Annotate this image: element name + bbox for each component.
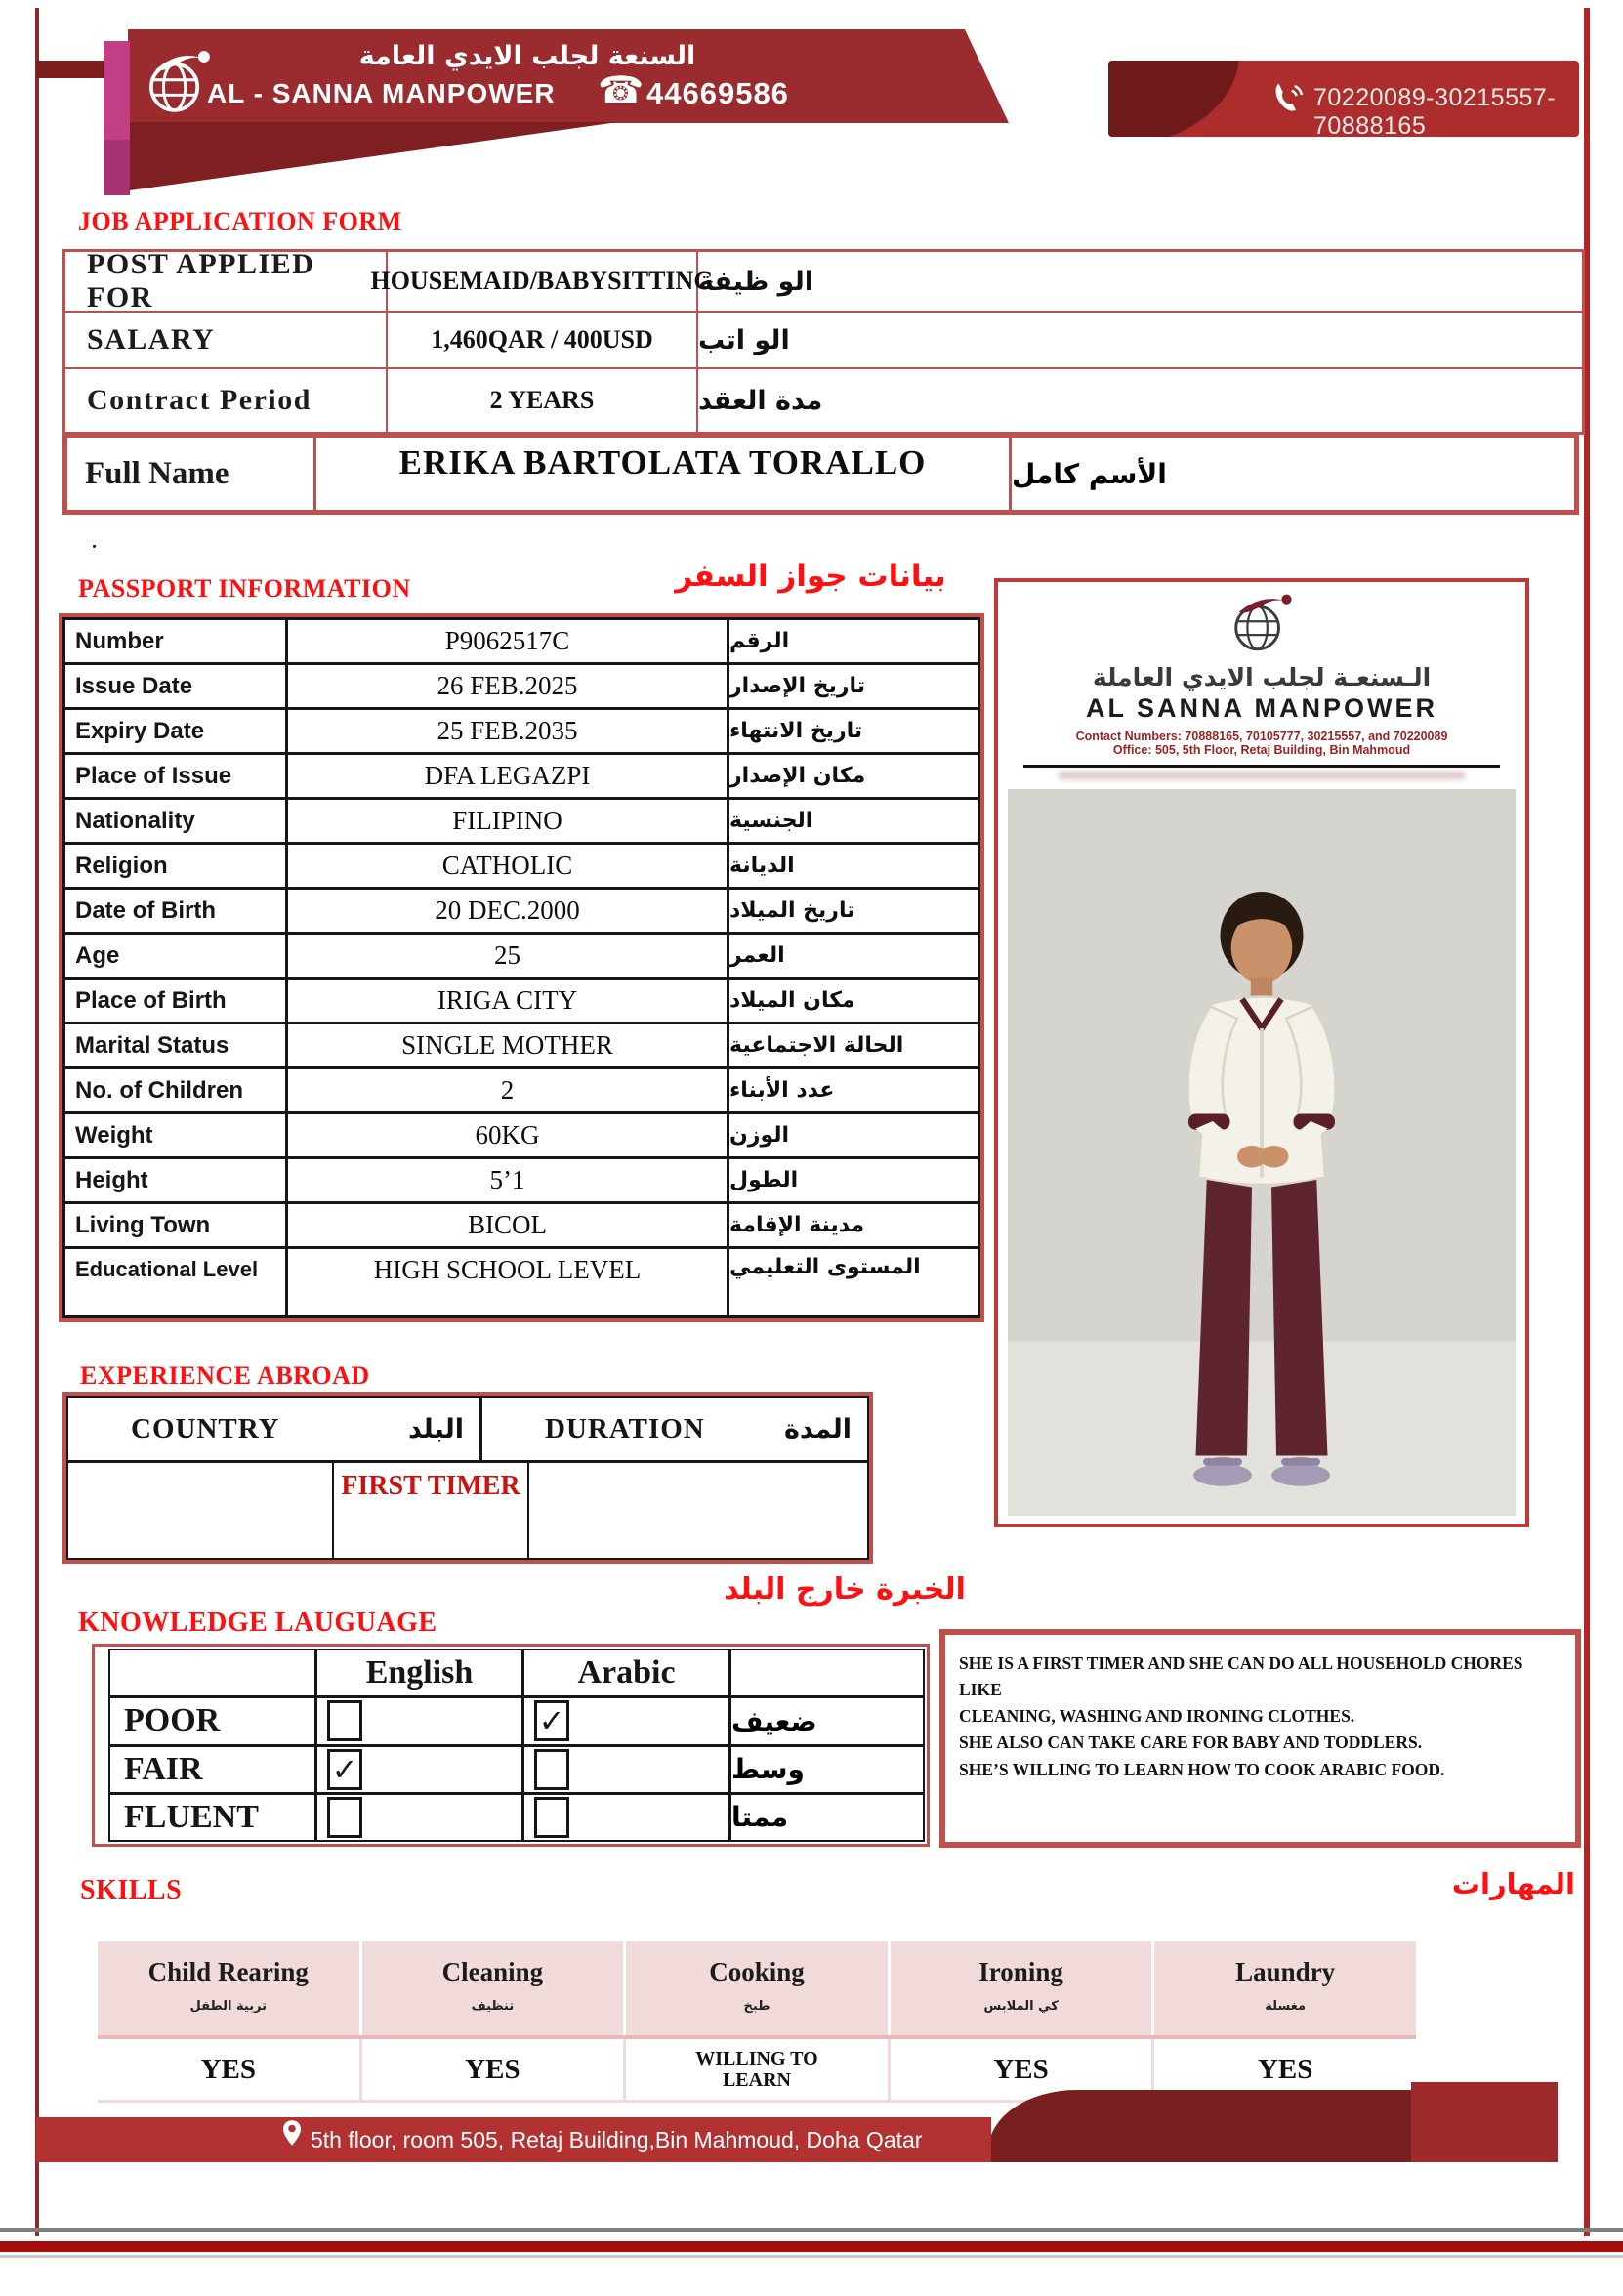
header-left-stub [36,61,104,78]
education-value: HIGH SCHOOL LEVEL [288,1249,729,1315]
table-row [65,1249,978,1315]
footer-address: 5th floor, room 505, Retaj Building,Bin Mahmoud, Doha Qatar [311,2127,923,2152]
phone-number-secondary: 70220089-30215557-70888165 [1313,84,1557,137]
children-value: 2 [288,1069,729,1111]
table-row [65,369,1582,432]
religion-value: CATHOLIC [288,845,729,887]
issue-date-label-ar: تاريخ الإصدار [729,674,866,698]
expiry-date-label: Expiry Date [65,710,288,752]
phone-number-main: 44669586 [646,76,789,110]
post-applied-label: POST APPLIED FOR [65,252,388,311]
full-name-value: ERIKA BARTOLATA TORALLO [316,438,1012,510]
skills-section-title-ar: المهارات [1451,1867,1575,1900]
language-table [92,1644,930,1847]
page-border-left [35,8,39,2236]
fair-arabic-cell [524,1747,731,1792]
passport-number-label-ar: الرقم [729,629,790,653]
company-name-arabic: السنعة لجلب الايدي العامة [358,41,696,71]
fluent-arabic-checkbox[interactable] [534,1797,569,1838]
height-label-ar: الطول [729,1168,799,1192]
age-value: 25 [288,935,729,977]
post-applied-value: HOUSEMAID/BABYSITTING [388,252,698,311]
skill-value-cooking [626,2039,891,2100]
experience-entry: FIRST TIMER [341,1471,520,1501]
duration-cell [529,1463,867,1558]
fair-english-checkbox[interactable]: ✓ [327,1749,362,1790]
fluent-arabic-cell [524,1795,731,1840]
poor-arabic-checkbox[interactable]: ✓ [534,1700,569,1741]
place-of-birth-label-ar: مكان الميلاد [729,988,855,1013]
skills-header-row [98,1941,1416,2035]
height-label: Height [65,1159,288,1201]
skill-name-ar: طبخ [743,1999,770,2014]
table-row [65,710,978,755]
fluent-english-cell [317,1795,524,1840]
footer-right-block [1411,2082,1558,2162]
agency-globe-logo-icon [1008,588,1516,661]
agency-name-arabic: الـسنعـة لجلب الايدي العاملة [1092,663,1432,691]
skill-name-ar: تربية الطفل [189,1999,268,2014]
phone-banner [1108,61,1579,137]
place-of-birth-label: Place of Birth [65,980,288,1022]
poor-english-cell [317,1698,524,1743]
applicant-photo-frame [994,578,1529,1527]
bottom-red-rule [0,2241,1623,2252]
fair-english-cell [317,1747,524,1792]
fluent-label: FLUENT [110,1795,317,1840]
agency-letterhead-card [1008,588,1516,779]
company-globe-logo-icon [143,45,215,124]
skill-value-ironing: YES [891,2039,1155,2100]
issue-date-value: 26 FEB.2025 [288,665,729,707]
table-row [110,1698,923,1746]
living-town-value: BICOL [288,1204,729,1246]
salary-label: SALARY [65,313,388,367]
skill-header-ironing [891,1941,1155,2035]
contract-period-label: Contract Period [65,369,388,432]
skill-name-ar: مغسلة [1265,1999,1307,2014]
footer-dark-shape [988,2090,1411,2162]
weight-label-ar: الوزن [729,1123,790,1148]
table-row [65,800,978,845]
skill-name: Child Rearing [147,1957,309,1986]
passport-number-label: Number [65,620,288,662]
skill-value-cleaning: YES [362,2039,627,2100]
arabic-column-header: Arabic [524,1650,731,1695]
height-value: 5’1 [288,1159,729,1201]
full-name-label: Full Name [67,438,316,510]
experience-header-row [68,1398,867,1463]
full-name-label-ar: الأسم كامل [1012,457,1167,490]
table-row [65,1204,978,1249]
location-pin-icon [283,2119,301,2151]
full-name-row [62,433,1579,515]
table-row [65,1159,978,1204]
note-line: SHE’S WILLING TO LEARN HOW TO COOK ARABIC FOOD. [959,1759,1445,1779]
nationality-label-ar: الجنسية [729,809,813,833]
applicant-photo [1008,789,1516,1516]
religion-label-ar: الديانة [729,854,795,878]
place-of-birth-value: IRIGA CITY [288,980,729,1022]
table-row [65,620,978,665]
table-row [65,248,1582,313]
fluent-english-checkbox[interactable] [327,1797,362,1838]
poor-english-checkbox[interactable] [327,1700,362,1741]
expiry-date-label-ar: تاريخ الانتهاء [729,719,863,743]
skill-header-laundry [1154,1941,1416,2035]
phone-call-icon [1269,78,1305,122]
country-header-ar: البلد [407,1413,464,1444]
place-of-issue-value: DFA LEGAZPI [288,755,729,797]
company-name: AL - SANNA MANPOWER [207,78,556,108]
language-empty-header-ar [731,1650,923,1695]
duration-header-ar: المدة [783,1413,852,1444]
applicant-figure [1115,872,1408,1512]
experience-section-title-ar: الخبرة خارج البلد [724,1572,966,1607]
experience-entry-cell [334,1463,529,1558]
agency-office-address: Office: 505, 5th Floor, Retaj Building, Bin Mahmoud [1112,743,1411,757]
weight-label: Weight [65,1114,288,1156]
skill-name: Cleaning [441,1957,544,1986]
table-row [65,935,978,980]
place-of-issue-label: Place of Issue [65,755,288,797]
header-pink-tab [104,41,130,195]
application-table [62,249,1585,435]
passport-number-value: P9062517C [288,620,729,662]
experience-table [62,1392,873,1564]
table-row [65,1114,978,1159]
living-town-label-ar: مدينة الإقامة [729,1213,865,1237]
table-row [65,845,978,890]
fluent-label-ar: ممتا [731,1801,789,1834]
poor-label-ar: ضعيف [731,1704,817,1737]
issue-date-label: Issue Date [65,665,288,707]
contract-period-value: 2 YEARS [388,369,698,432]
fair-label: FAIR [110,1747,317,1792]
skill-header-child-rearing [98,1941,362,2035]
living-town-label: Living Town [65,1204,288,1246]
bottom-gray-rule-2 [0,2255,1623,2258]
passport-section-title-ar: بيانات جواز السفر [675,559,946,594]
fair-label-ar: وسط [731,1753,805,1786]
telephone-icon: ☎ [598,68,645,111]
skill-header-cooking [626,1941,891,2035]
skill-value-child-rearing: YES [98,2039,362,2100]
marital-status-label: Marital Status [65,1024,288,1066]
skill-name-ar: تنظيف [471,1999,515,2014]
letterhead-divider [1023,765,1501,768]
table-row [65,1024,978,1069]
salary-label-ar: الو اتب [698,324,790,355]
skill-name: Ironing [978,1957,1063,1986]
nationality-label: Nationality [65,800,288,842]
passport-table [59,613,984,1322]
date-of-birth-label: Date of Birth [65,890,288,932]
table-row [65,890,978,935]
weight-value: 60KG [288,1114,729,1156]
salary-value: 1,460QAR / 400USD [388,313,698,367]
table-row [65,665,978,710]
table-row [65,755,978,800]
agency-name: AL SANNA MANPOWER [1086,693,1437,723]
poor-arabic-cell [524,1698,731,1743]
applicant-notes [939,1629,1581,1848]
poor-label: POOR [110,1698,317,1743]
duration-header: DURATION [545,1412,705,1444]
experience-body-row [68,1463,867,1558]
agency-contact-numbers: Contact Numbers: 70888165, 70105777, 30215557, and 70220089 [1075,730,1448,743]
note-line: SHE IS A FIRST TIMER AND SHE CAN DO ALL HOUSEHOLD CHORES LIKE [959,1653,1523,1700]
children-label: No. of Children [65,1069,288,1111]
contract-period-label-ar: مدة العقد [698,385,823,416]
date-of-birth-value: 20 DEC.2000 [288,890,729,932]
english-column-header: English [317,1650,524,1695]
skill-name-ar: كي الملابس [983,1999,1059,2014]
post-applied-label-ar: الو ظيفة [698,266,813,297]
note-line: CLEANING, WASHING AND IRONING CLOTHES. [959,1706,1355,1727]
note-line: SHE ALSO CAN TAKE CARE FOR BABY AND TODDLERS. [959,1732,1423,1753]
stray-dot: . [92,531,97,553]
table-row [65,313,1582,369]
date-of-birth-label-ar: تاريخ الميلاد [729,898,855,923]
education-label-ar: المستوى التعليمي [729,1255,921,1279]
passport-section-title: PASSPORT INFORMATION [78,574,411,603]
skill-name: Cooking [709,1957,805,1986]
country-cell [68,1463,334,1558]
skill-value-laundry: YES [1257,2053,1313,2085]
skill-name: Laundry [1235,1957,1336,1986]
skills-table [98,1941,1416,2103]
language-empty-header [110,1650,317,1695]
religion-label: Religion [65,845,288,887]
blurred-text-strip [1059,772,1465,779]
country-header: COUNTRY [131,1412,280,1444]
marital-status-value: SINGLE MOTHER [288,1024,729,1066]
children-label-ar: عدد الأبناء [729,1078,835,1103]
place-of-issue-label-ar: مكان الإصدار [729,764,866,788]
age-label-ar: العمر [729,943,785,968]
form-title: JOB APPLICATION FORM [78,207,402,235]
age-label: Age [65,935,288,977]
expiry-date-value: 25 FEB.2035 [288,710,729,752]
fair-arabic-checkbox[interactable] [534,1749,569,1790]
nationality-value: FILIPINO [288,800,729,842]
table-row [65,1069,978,1114]
marital-status-label-ar: الحالة الاجتماعية [729,1033,904,1058]
education-label: Educational Level [65,1249,288,1315]
header-banner-tail [130,122,618,190]
table-row [110,1747,923,1795]
bottom-gray-rule [0,2228,1623,2232]
phone-banner-dark-shape [1108,61,1239,137]
experience-section-title: EXPERIENCE ABROAD [80,1361,370,1390]
language-section-title: KNOWLEDGE LAUGUAGE [78,1607,437,1638]
language-header-row [110,1650,923,1698]
skill-header-cleaning [362,1941,627,2035]
table-row [65,980,978,1024]
skill-value-text: WILLING TO LEARN [695,2048,818,2091]
table-row [110,1795,923,1840]
skills-section-title: SKILLS [80,1875,183,1905]
